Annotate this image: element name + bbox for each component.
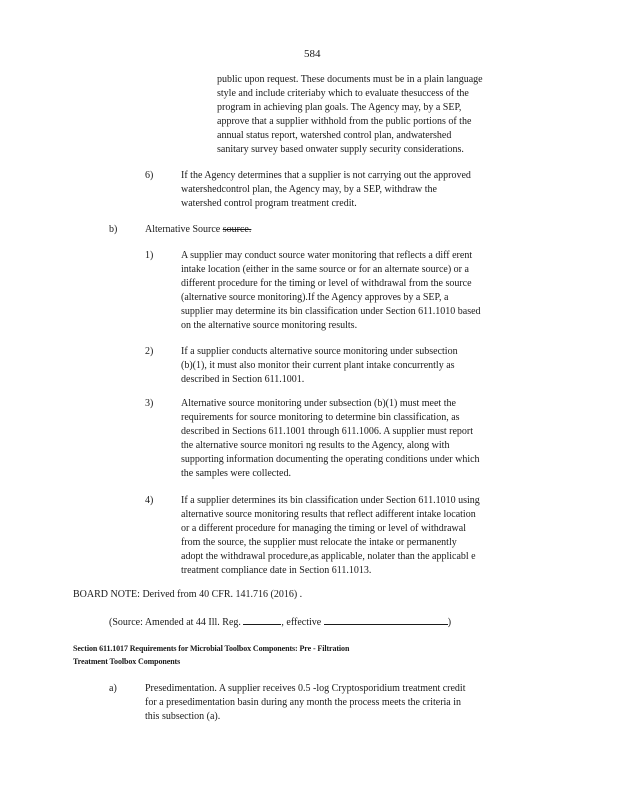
page-number: 584 (304, 48, 321, 60)
text-line: If a supplier determines its bin classification under Section 611.1010 using (181, 495, 480, 506)
text-line: watershed control program treatment credit. (181, 198, 357, 209)
text-line: sanitary survey based onwater supply security considerations. (217, 144, 464, 155)
source-note (109, 615, 451, 630)
text-line: approve that a supplier withhold from the public portions of the (217, 116, 472, 127)
struck-text: source. (222, 224, 252, 235)
subsection-title (145, 223, 251, 237)
text-line: described in Section 611.1001. (181, 374, 305, 385)
text-line: adopt the withdrawal procedure,as applicable, nolater than the applicabl e (181, 551, 476, 562)
text-line: supplier may determine its bin classification under Section 611.1010 based (181, 306, 481, 317)
item-label: a) (109, 683, 117, 694)
effective-date-blank (324, 615, 448, 625)
text-line: from the source, the supplier must relocate the intake or permanently (181, 537, 457, 548)
text-line: described in Sections 611.1001 through 611.1006. A supplier must report (181, 426, 474, 437)
item-number: 4) (145, 495, 154, 506)
text-line: intake location (either in the same source or for an alternate source) or a (181, 264, 469, 275)
text-line: the alternative source monitori ng results to the Agency, along with (181, 440, 450, 451)
text-line: If a supplier conducts alternative source monitoring under subsection (181, 346, 458, 357)
source-note-end: ) (447, 617, 452, 628)
text-line: this subsection (a). (145, 711, 221, 722)
text-line: (alternative source monitoring).If the Agency approves by a SEP, a (181, 292, 449, 303)
text-line: alternative source monitoring results that reflect adifferent intake location (181, 509, 476, 520)
text-line: public upon request. These documents must be in a plain language (217, 74, 483, 85)
section-heading-line: Section 611.1017 Requirements for Microbial Toolbox Components: Pre - Filtration (73, 644, 350, 653)
item-number: 1) (145, 250, 154, 261)
text-line: for a presedimentation basin during any month the process meets the criteria in (145, 697, 462, 708)
text-line: different procedure for the timing or level of withdrawal from the source (181, 278, 472, 289)
subsection-title-text: Alternative Source (145, 224, 221, 235)
text-line: Presedimentation. A supplier receives 0.5 -log Cryptosporidium treatment credit (145, 683, 466, 694)
text-line: requirements for source monitoring to determine bin classification, as (181, 412, 460, 423)
text-line: (b)(1), it must also monitor their current plant intake concurrently as (181, 360, 455, 371)
section-heading-line: Treatment Toolbox Components (73, 657, 181, 666)
board-note: BOARD NOTE: Derived from 40 CFR. 141.716 (2016) . (73, 589, 303, 600)
item-number: 2) (145, 346, 154, 357)
text-line: style and include criteriaby which to evaluate thesuccess of the (217, 88, 469, 99)
source-note-prefix: (Source: Amended at 44 Ill. Reg. (109, 617, 241, 628)
text-line: program in achieving plan goals. The Agency may, by a SEP, (217, 102, 462, 113)
text-line: the samples were collected. (181, 468, 291, 479)
text-line: Alternative source monitoring under subsection (b)(1) must meet the (181, 398, 456, 409)
text-line: or a different procedure for managing the timing or level of withdrawal (181, 523, 466, 534)
text-line: If the Agency determines that a supplier is not carrying out the approved (181, 170, 471, 181)
text-line: annual status report, watershed control plan, andwatershed (217, 130, 452, 141)
text-line: supporting information documenting the operating conditions under which (181, 454, 480, 465)
text-line: on the alternative source monitoring results. (181, 320, 358, 331)
source-note-mid: , effective (281, 617, 322, 628)
item-number: 6) (145, 170, 154, 181)
register-page-blank (243, 615, 281, 625)
text-line: treatment compliance date in Section 611.1013. (181, 565, 372, 576)
text-line: A supplier may conduct source water monitoring that reflects a diff erent (181, 250, 473, 261)
text-line: watershedcontrol plan, the Agency may, by a SEP, withdraw the (181, 184, 437, 195)
item-number: 3) (145, 398, 154, 409)
subsection-label: b) (109, 224, 118, 235)
